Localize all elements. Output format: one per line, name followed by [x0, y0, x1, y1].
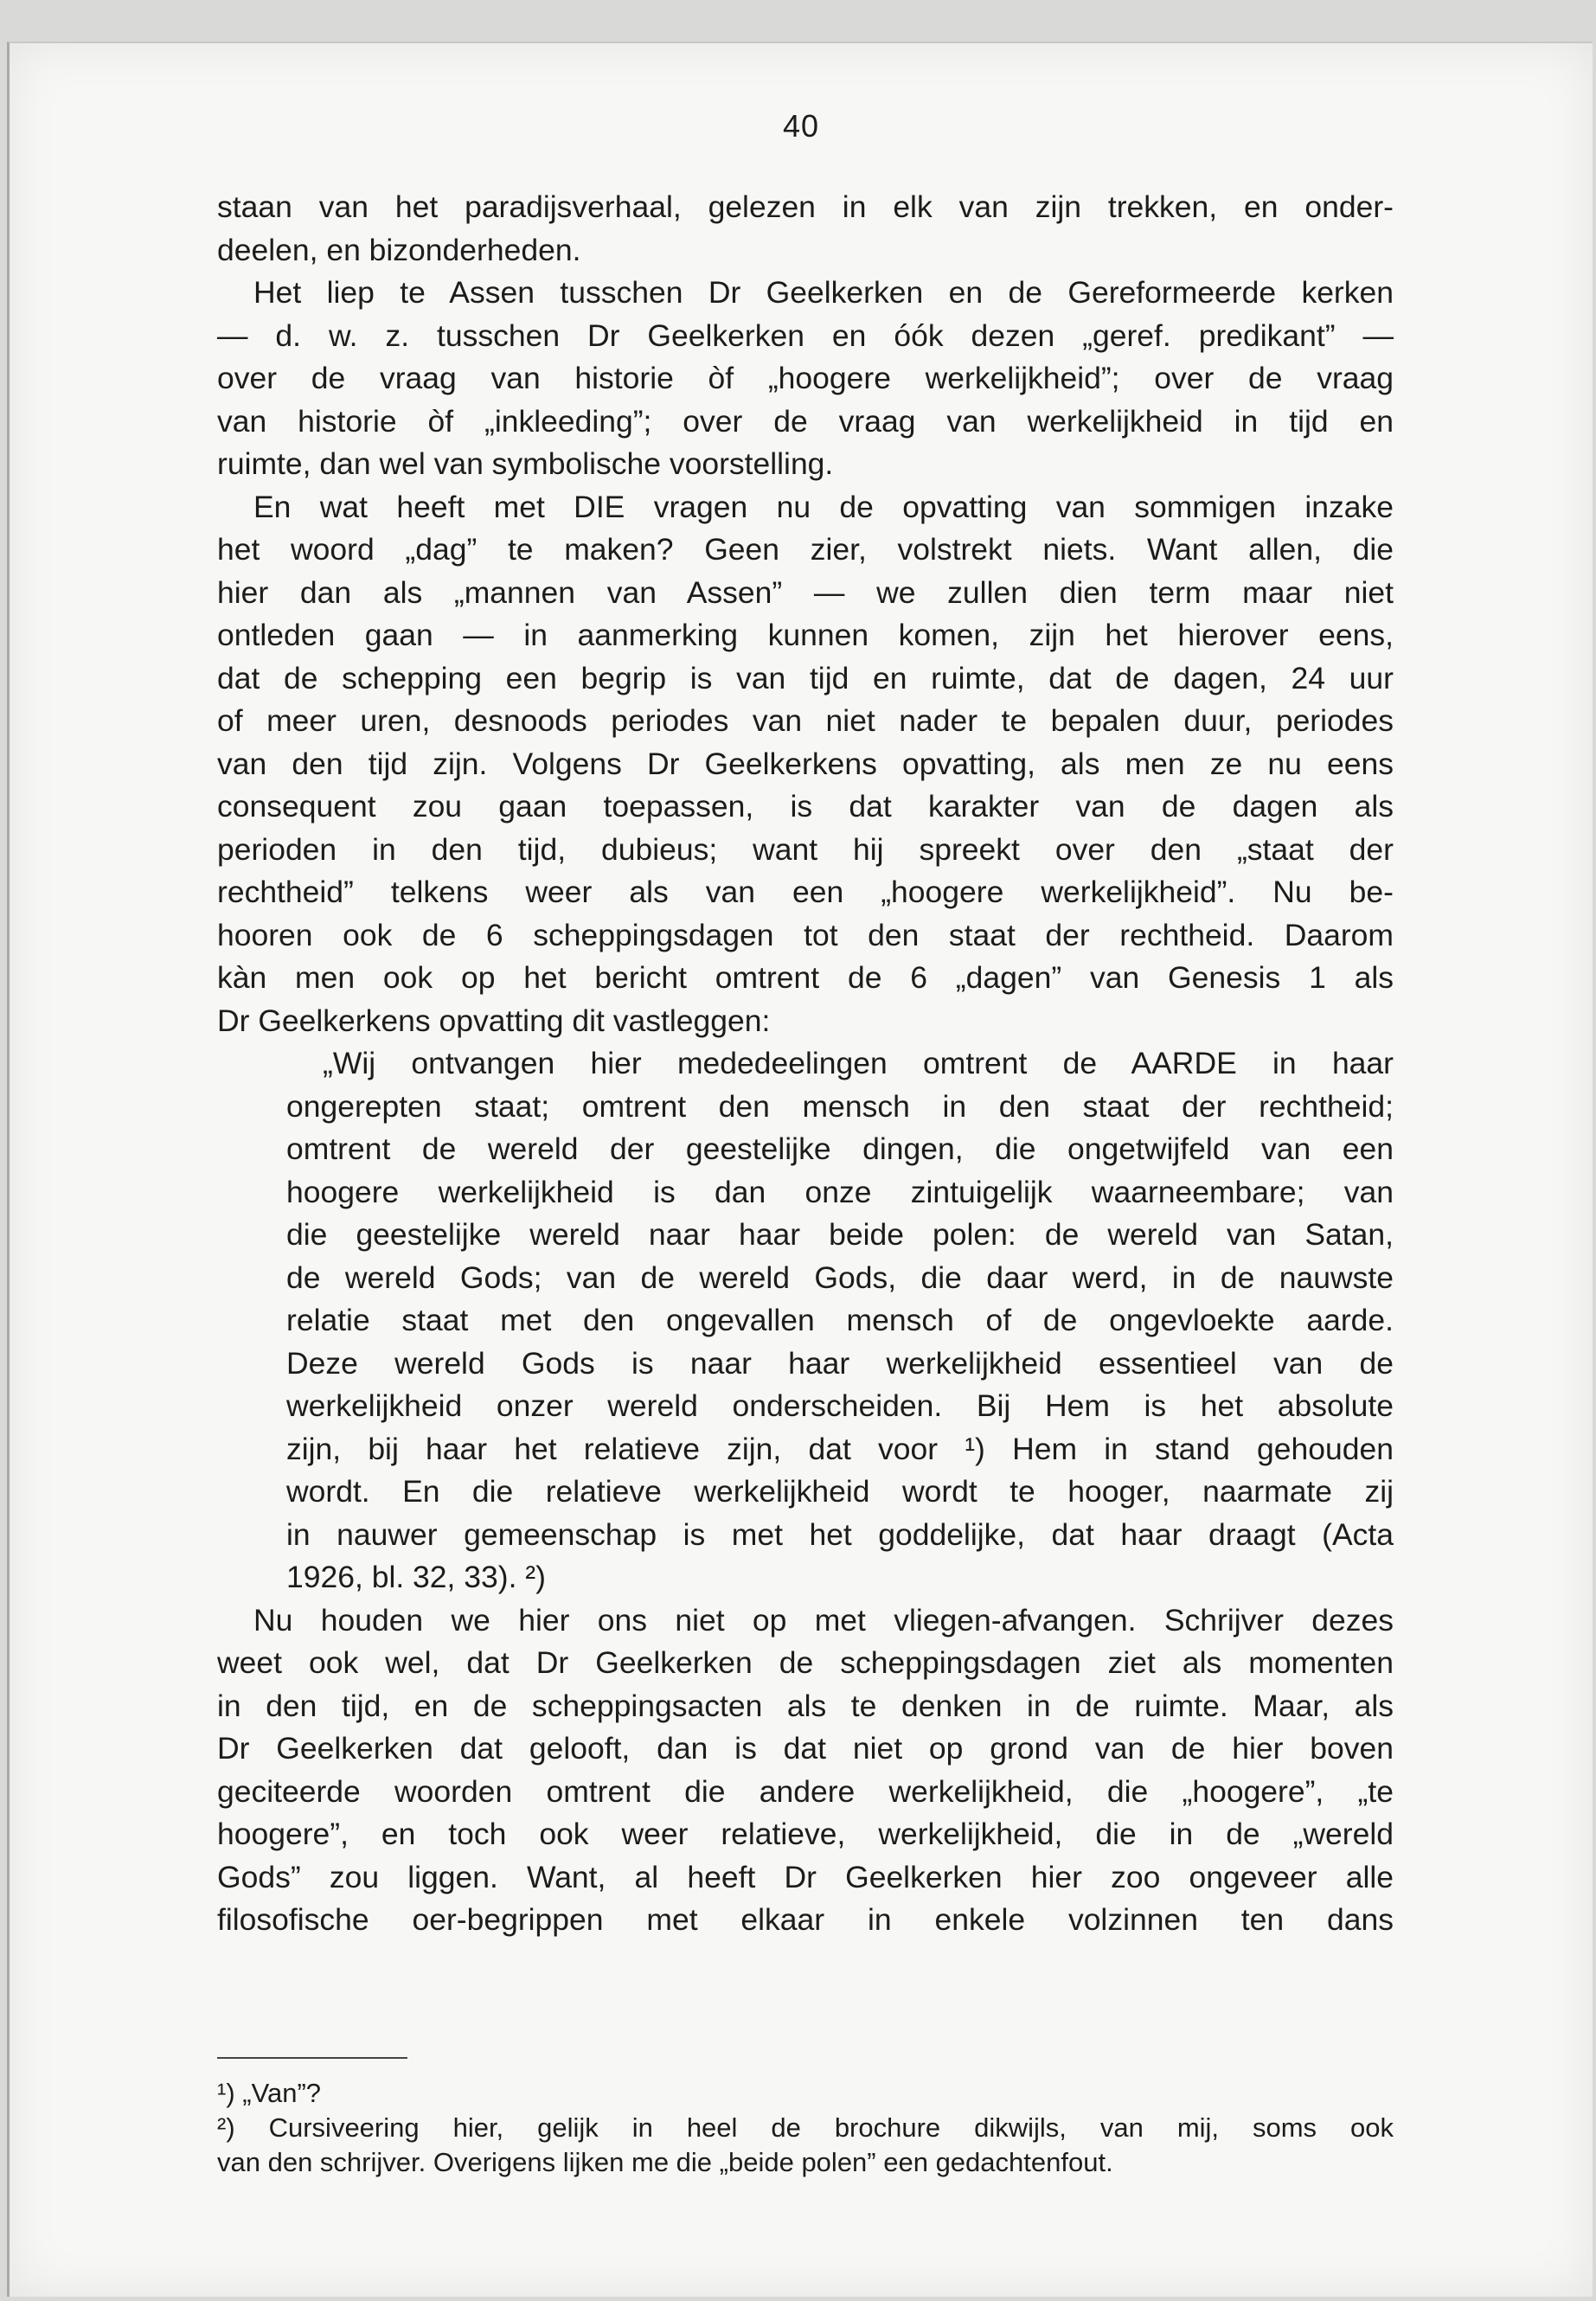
text-line: perioden in den tijd, dubieus; want hij spreekt over den „staat der	[217, 831, 1394, 867]
book-page	[7, 42, 1593, 2297]
text-line: dat de schepping een begrip is van tijd en ruimte, dat de dagen, 24 uur	[217, 660, 1394, 695]
footnotes	[217, 2076, 1394, 2180]
text-line: filosofische oer-begrippen met elkaar in enkele volzinnen ten dans	[217, 1902, 1394, 1937]
text-line: ontleden gaan — in aanmerking kunnen komen, zijn het hierover eens,	[217, 618, 1394, 652]
footnote-separator	[217, 2057, 407, 2059]
text-line: hoogere werkelijkheid is dan onze zintuigelijk waarneembare; van	[286, 1174, 1394, 1209]
text-line: Nu houden we hier ons niet op met vliegen-afvangen. Schrijver dezes	[253, 1602, 1394, 1638]
text-line: van historie òf „inkleeding”; over de vraag van werkelijkheid in tijd en	[217, 403, 1394, 439]
text-line: zijn, bij haar het relatieve zijn, dat voor ¹) Hem in stand gehouden	[286, 1431, 1394, 1466]
text-line: Het liep te Assen tusschen Dr Geelkerken en de Gereformeerde kerken	[253, 275, 1394, 310]
block-quote	[217, 1042, 1394, 1599]
text-line: kàn men ook op het bericht omtrent de 6 „dagen” van Genesis 1 als	[217, 960, 1394, 995]
text-line: in den tijd, en de scheppingsacten als te denken in de ruimte. Maar, als	[217, 1688, 1394, 1723]
text-line: wordt. En die relatieve werkelijkheid wordt te hooger, naarmate zij	[286, 1474, 1394, 1509]
text-line: de wereld Gods; van de wereld Gods, die daar werd, in de nauwste	[286, 1259, 1394, 1295]
footnote-line: ²) Cursiveering hier, gelijk in heel de brochure dikwijls, van mij, soms ook	[217, 2112, 1394, 2143]
text-line: Dr Geelkerkens opvatting dit vastleggen:	[217, 1003, 771, 1038]
text-line: Deze wereld Gods is naar haar werkelijkheid essentieel van de	[286, 1345, 1394, 1381]
text-line: het woord „dag” te maken? Geen zier, volstrekt niets. Want allen, die	[217, 532, 1394, 567]
text-line: staan van het paradijsverhaal, gelezen in elk van zijn trekken, en onder-	[217, 189, 1394, 224]
text-line: consequent zou gaan toepassen, is dat karakter van de dagen als	[217, 789, 1394, 824]
text-line: weet ook wel, dat Dr Geelkerken de scheppingsdagen ziet als momenten	[217, 1645, 1394, 1680]
text-line: die geestelijke wereld naar haar beide polen: de wereld van Satan,	[286, 1217, 1394, 1252]
text-line: relatie staat met den ongevallen mensch of de ongevloekte aarde.	[286, 1303, 1394, 1337]
footnote-line: van den schrijver. Overigens lijken me die „beide polen” een gedachtenfout.	[217, 2147, 1113, 2177]
text-line: over de vraag van historie òf „hoogere werkelijkheid”; over de vraag	[217, 361, 1394, 395]
text-line: werkelijkheid onzer wereld onderscheiden. Bij Hem is het absolute	[286, 1388, 1394, 1423]
text-line: hoogere”, en toch ook weer relatieve, werkelijkheid, die in de „wereld	[217, 1817, 1394, 1851]
text-line: ruimte, dan wel van symbolische voorstelling.	[217, 446, 834, 481]
text-line: Dr Geelkerken dat gelooft, dan is dat niet op grond van de hier boven	[217, 1731, 1394, 1766]
text-line: van den tijd zijn. Volgens Dr Geelkerkens opvatting, als men ze nu eens	[217, 746, 1394, 781]
text-line: geciteerde woorden omtrent die andere werkelijkheid, die „hoogere”, „te	[217, 1773, 1394, 1809]
text-line: 1926, bl. 32, 33). ²)	[286, 1560, 546, 1594]
footnote-line: ¹) „Van”?	[217, 2078, 322, 2108]
main-text	[217, 186, 1394, 1942]
text-line: of meer uren, desnoods periodes van niet nader te bepalen duur, periodes	[217, 703, 1394, 738]
text-line: Gods” zou liggen. Want, al heeft Dr Geelkerken hier zoo ongeveer alle	[217, 1859, 1394, 1894]
text-line: hier dan als „mannen van Assen” — we zullen dien term maar niet	[217, 574, 1394, 610]
text-line: „Wij ontvangen hier mededeelingen omtrent de AARDE in haar	[323, 1046, 1394, 1080]
text-line: ongerepten staat; omtrent den mensch in den staat der rechtheid;	[286, 1088, 1394, 1124]
text-line: in nauwer gemeenschap is met het goddelijke, dat haar draagt (Acta	[286, 1516, 1394, 1552]
text-line: omtrent de wereld der geestelijke dingen, die ongetwijfeld van een	[286, 1131, 1394, 1166]
text-line: rechtheid” telkens weer als van een „hoogere werkelijkheid”. Nu be-	[217, 875, 1394, 909]
text-line: En wat heeft met DIE vragen nu de opvatting van sommigen inzake	[253, 489, 1394, 524]
text-line: — d. w. z. tusschen Dr Geelkerken en óók dezen „geref. predikant” —	[217, 317, 1394, 353]
page-number: 40	[782, 108, 820, 144]
text-line: hooren ook de 6 scheppingsdagen tot den staat der rechtheid. Daarom	[217, 917, 1394, 952]
text-line: deelen, en bizonderheden.	[217, 232, 581, 267]
